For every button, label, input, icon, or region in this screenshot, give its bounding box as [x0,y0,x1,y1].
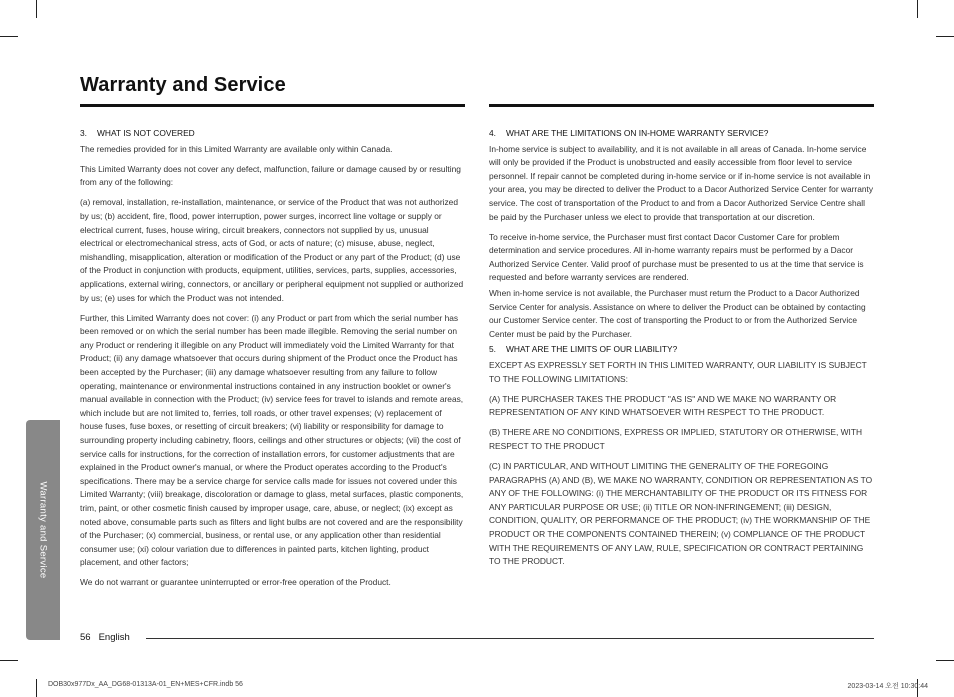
right-column [489,127,875,575]
print-slug-left: DOB30x977Dx_AA_DG68-01313A-01_EN+MES+CFR.indb 56 [48,681,243,688]
crop-mark [36,0,37,18]
section-4-heading [489,127,875,141]
paragraph: EXCEPT AS EXPRESSLY SET FORTH IN THIS LIMITED WARRANTY, OUR LIABILITY IS SUBJECT TO THE FOLLOWING LIMITATIONS: [489,360,867,384]
print-slug-right: 2023-03-14 오전 10:30:44 [847,683,928,690]
footer-language: English [98,632,130,643]
section-title: WHAT ARE THE LIMITATIONS ON IN-HOME WARRANTY SERVICE? [506,128,769,138]
paragraph: To receive in-home service, the Purchaser must first contact Dacor Customer Care for problem determination and service procedures. All in-home warranty repairs must be performed by a Dacor Authorized Service Center. Valid proof of purchase must be presented to us at the time that service is requested and before warranty services are rendered. [489,231,864,283]
footer-rule [146,638,874,639]
left-heading-rule [80,104,465,107]
section-number: 3. [80,128,87,138]
section-3-heading [80,127,464,141]
paragraph: (A) THE PURCHASER TAKES THE PRODUCT "AS IS" AND WE MAKE NO WARRANTY OR REPRESENTATION OF ANY KIND WHATSOEVER WITH RESPECT TO THE PRODUCT. [489,393,837,418]
section-number: 4. [489,128,496,138]
crop-mark [36,679,37,697]
paragraph: (C) IN PARTICULAR, AND WITHOUT LIMITING THE GENERALITY OF THE FOREGOING PARAGRAPHS (A) AND (B), WE MAKE NO WARRANTY, CONDITION OR REPRESENTATION AS TO ANY OF THE FOLLOWING: (i) THE MERCHANTABILITY OF THE PRODUCT OR ITS FITNESS FOR ANY PARTICULAR PURPOSE OR USE; (ii) TITLE OR NON-INFRINGEMENT; (iii) DESIGN, CONDITION, QUALITY, OR PERFORMANCE OF THE PRODUCT; (iv) THE WORKMANSHIP OF THE PRODUCT OR THE COMPONENTS CONTAINED THEREIN; (v) COMPLIANCE OF THE PRODUCT WITH THE REQUIREMENTS OF ANY LAW, RULE, SPECIFICATION OR CONTRACT PERTAINING TO THE PRODUCT. [489,461,873,567]
right-heading-rule [489,104,874,107]
left-column [80,127,464,597]
crop-mark [936,660,954,661]
section-number: 5. [489,344,496,355]
section-title: WHAT ARE THE LIMITS OF OUR LIABILITY? [506,344,678,355]
paragraph: This Limited Warranty does not cover any defect, malfunction, failure or damage caused by or resulting from any of the following: [80,163,461,188]
crop-mark [0,660,18,661]
crop-mark [917,0,918,18]
paragraph: When in-home service is not available, the Purchaser must return the Product to a Dacor Authorized Service Center for analysis. Assistance on where to deliver the Product can be obtained by contacting our Customer Service center. The cost of transporting the Product to or from the Authorized Service Center must be paid by the Purchaser. [489,288,866,339]
page-footer [80,632,130,643]
side-tab-label: Warranty and Service [37,481,49,579]
page-title: Warranty and Service [80,74,286,96]
crop-mark [0,36,18,37]
paragraph: (a) removal, installation, re-installation, maintenance, or service of the Product that was not authorized by us; (b) accident, fire, flood, power interruption, power surges, incorrect line voltage or supply or electrical current, fuses, house wiring, circuit breakers, connectors not supplied by us, unusual electrical or electromechanical stress, acts of God, or acts of nature; (c) misuse, abuse, neglect, mishandling, misapplication, alteration or modification of the Product or any part of the Product; (d) use of the Product in conjunction with products, equipment, utilities, services, parts, supplies, accessories, applications, external wiring, connectors, or ancillary or peripheral equipment not supplied or authorized by us; (e) uses for which the Product was not intended. [80,197,464,303]
paragraph: We do not warrant or guarantee uninterrupted or error-free operation of the Product. [80,577,391,588]
paragraph: Further, this Limited Warranty does not cover: (i) any Product or part from which the serial number has been removed or on which the serial number has been made illegible. Removing the serial number on any Product or rendering it illegible on any Product will immediately void the Limited Warranty for that Product; (ii) any damage whatsoever that occurs during shipment of the Product once the Product has been accepted by the Purchaser; (iii) any damage whatsoever resulting from any failure to follow operating, maintenance or environmental instructions contained in any instruction booklet or owner's manual available in connection with the Product; (iv) service fees for travel to islands and remote areas, which include but are not limited to, ferries, toll roads, or other travel expenses; (v) replacement of house fuses, fuse boxes, or resetting of circuit breakers; (vi) liability or responsibility for damage to surrounding property including cabinetry, floors, ceilings and other structures or objects; (vii) the cost of service calls for instructions, for the correction of installation errors, for customer adjustments that are explained in the Product owner's manual, or where the Product operates according to the Product's specifications. There may be a service charge for service calls made for issues not covered under this Limited Warranty; (viii) breakage, discoloration or damage to glass, metal surfaces, plastic components, trim, paint, or other cosmetic finish caused by improper usage, care, abuse, or neglect; (ix) except as noted above, consumable parts such as filters and light bulbs are not covered and are the responsibility of the Purchaser; (x) commercial, business, or rental use, or any application other than residential consumer use; (xi) colour variation due to differences in painted parts, kitchen lighting, product placement, and other factors; [80,312,464,568]
crop-mark [936,36,954,37]
section-5-heading [489,343,875,357]
paragraph: The remedies provided for in this Limited Warranty are available only within Canada. [80,143,393,154]
paragraph: (B) THERE ARE NO CONDITIONS, EXPRESS OR IMPLIED, STATUTORY OR OTHERWISE, WITH RESPECT TO THE PRODUCT [489,427,863,451]
paragraph: In-home service is subject to availability, and it is not available in all areas of Canada. In-home service will only be provided if the Product is unobstructed and easily accessible from floor level to service personnel. If repair cannot be completed during in-home service or if in-home service is not available in your area, you may be directed to deliver the Product to a Dacor Authorized Service Center for warranty service. The cost of transportation of the Product to and from a Dacor Authorized Service Centre shall be paid by the Purchaser unless we elect to provide that transportation at our discretion. [489,143,874,222]
page-number: 56 [80,632,91,643]
section-title: WHAT IS NOT COVERED [97,128,195,138]
